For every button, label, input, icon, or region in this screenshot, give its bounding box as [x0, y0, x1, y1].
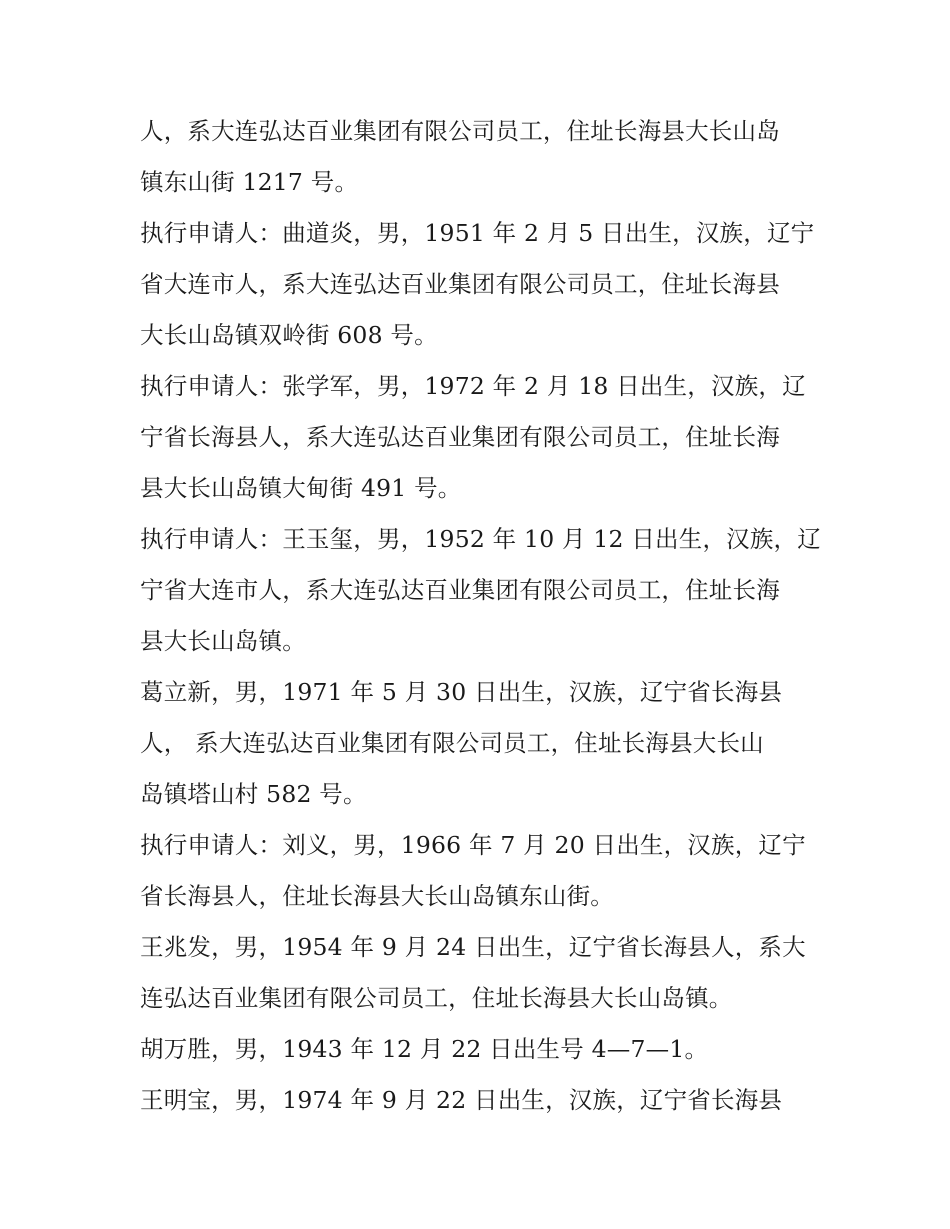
text-line: 县大长山岛镇。: [140, 627, 306, 655]
text-line: 人，系大连弘达百业集团有限公司员工，住址长海县大长山岛: [140, 117, 780, 145]
text-line: 宁省长海县人，系大连弘达百业集团有限公司员工，住址长海: [140, 423, 780, 451]
text-line: 省长海县人，住址长海县大长山岛镇东山街。: [140, 882, 614, 910]
text-line: 岛镇塔山村 582 号。: [140, 780, 367, 808]
text-line: 执行申请人：王玉玺，男，1952 年 10 月 12 日出生，汉族，辽: [140, 525, 821, 553]
text-line: 王明宝，男，1974 年 9 月 22 日出生，汉族，辽宁省长海县: [140, 1086, 783, 1114]
text-line: 人， 系大连弘达百业集团有限公司员工，住址长海县大长山: [140, 729, 764, 757]
text-line: 执行申请人：曲道炎，男，1951 年 2 月 5 日出生，汉族，辽宁: [140, 219, 815, 247]
text-line: 执行申请人：张学军，男，1972 年 2 月 18 日出生，汉族，辽: [140, 372, 806, 400]
text-line: 镇东山街 1217 号。: [140, 168, 359, 196]
text-line: 县大长山岛镇大甸街 491 号。: [140, 474, 462, 502]
text-line: 省大连市人，系大连弘达百业集团有限公司员工，住址长海县: [140, 270, 780, 298]
text-line: 宁省大连市人，系大连弘达百业集团有限公司员工，住址长海: [140, 576, 780, 604]
text-line: 大长山岛镇双岭街 608 号。: [140, 321, 438, 349]
text-line: 胡万胜，男，1943 年 12 月 22 日出生号 4—7—1。: [140, 1035, 709, 1063]
document-body: [140, 106, 820, 1126]
text-line: 葛立新，男，1971 年 5 月 30 日出生，汉族，辽宁省长海县: [140, 678, 783, 706]
text-line: 王兆发，男，1954 年 9 月 24 日出生，辽宁省长海县人，系大: [140, 933, 806, 961]
text-line: 连弘达百业集团有限公司员工，住址长海县大长山岛镇。: [140, 984, 733, 1012]
text-line: 执行申请人：刘义，男，1966 年 7 月 20 日出生，汉族，辽宁: [140, 831, 806, 859]
